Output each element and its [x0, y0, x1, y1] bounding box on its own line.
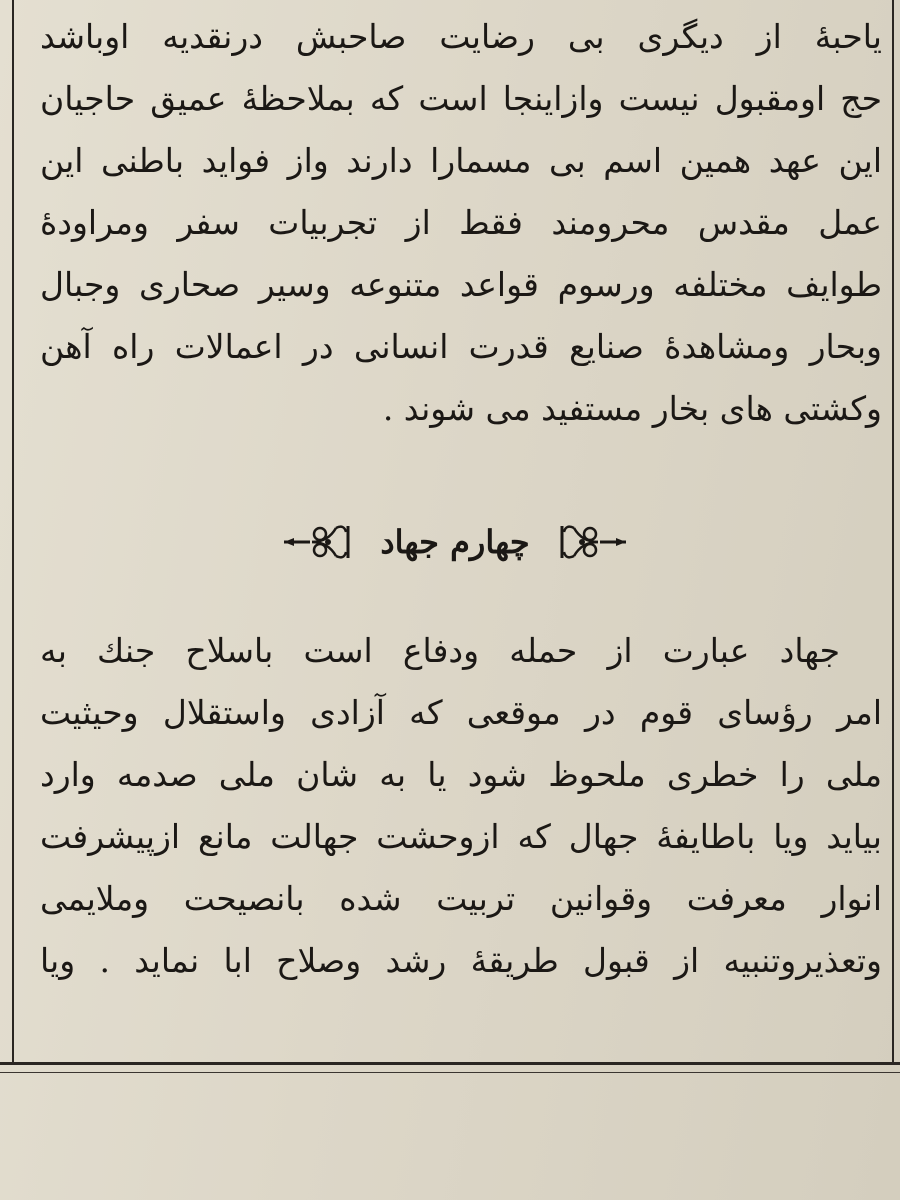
heading-text: چهارم جهاد	[380, 523, 530, 561]
bottom-border-rule	[0, 1062, 900, 1065]
text-line: عمل مقدس محرومند فقط از تجربیات سفر ومراودهٔ	[40, 203, 882, 242]
text-line: جهاد عبارت از حمله ودفاع است باسلاح جنك به	[40, 631, 840, 670]
section-heading	[280, 512, 630, 572]
ornament-left-icon	[280, 520, 360, 564]
text-line: انوار معرفت وقوانین تربیت شده بانصیحت وملایمی	[40, 879, 882, 918]
paragraph-2	[40, 620, 882, 992]
text-line: وکشتی های بخار مستفید می شوند .	[382, 389, 882, 428]
text-line: طوایف مختلفه ورسوم قواعد متنوعه وسیر صحاری وجبال	[40, 265, 882, 304]
text-line: این عهد همین اسم بی مسمارا دارند واز فواید باطنی این	[40, 141, 882, 180]
right-border-rule	[892, 0, 894, 1062]
left-border-rule	[12, 0, 14, 1062]
text-line: حج اومقبول نیست وازاینجا است که بملاحظهٔ عمیق حاجیان	[40, 79, 882, 118]
text-line: وبحار ومشاهدهٔ صنایع قدرت انسانی در اعمالات راه آهن	[40, 327, 882, 366]
text-line: ملی را خطری ملحوظ شود یا به شان ملی صدمه وارد	[40, 755, 882, 794]
paragraph-1	[40, 6, 882, 440]
text-line: بیاید ویا باطایفهٔ جهال که ازوحشت جهالت مانع ازپیشرفت	[40, 817, 882, 856]
text-line: یاحبهٔ از دیگری بی رضایت صاحبش درنقدیه اوباشد	[40, 17, 882, 56]
text-line: امر رؤسای قوم در موقعی که آزادی واستقلال وحیثیت	[40, 693, 882, 732]
bottom-border-rule-thin	[0, 1072, 900, 1073]
ornament-right-icon	[550, 520, 630, 564]
text-line: وتعذیروتنبیه از قبول طریقهٔ رشد وصلاح ابا نماید . ویا	[40, 941, 882, 980]
